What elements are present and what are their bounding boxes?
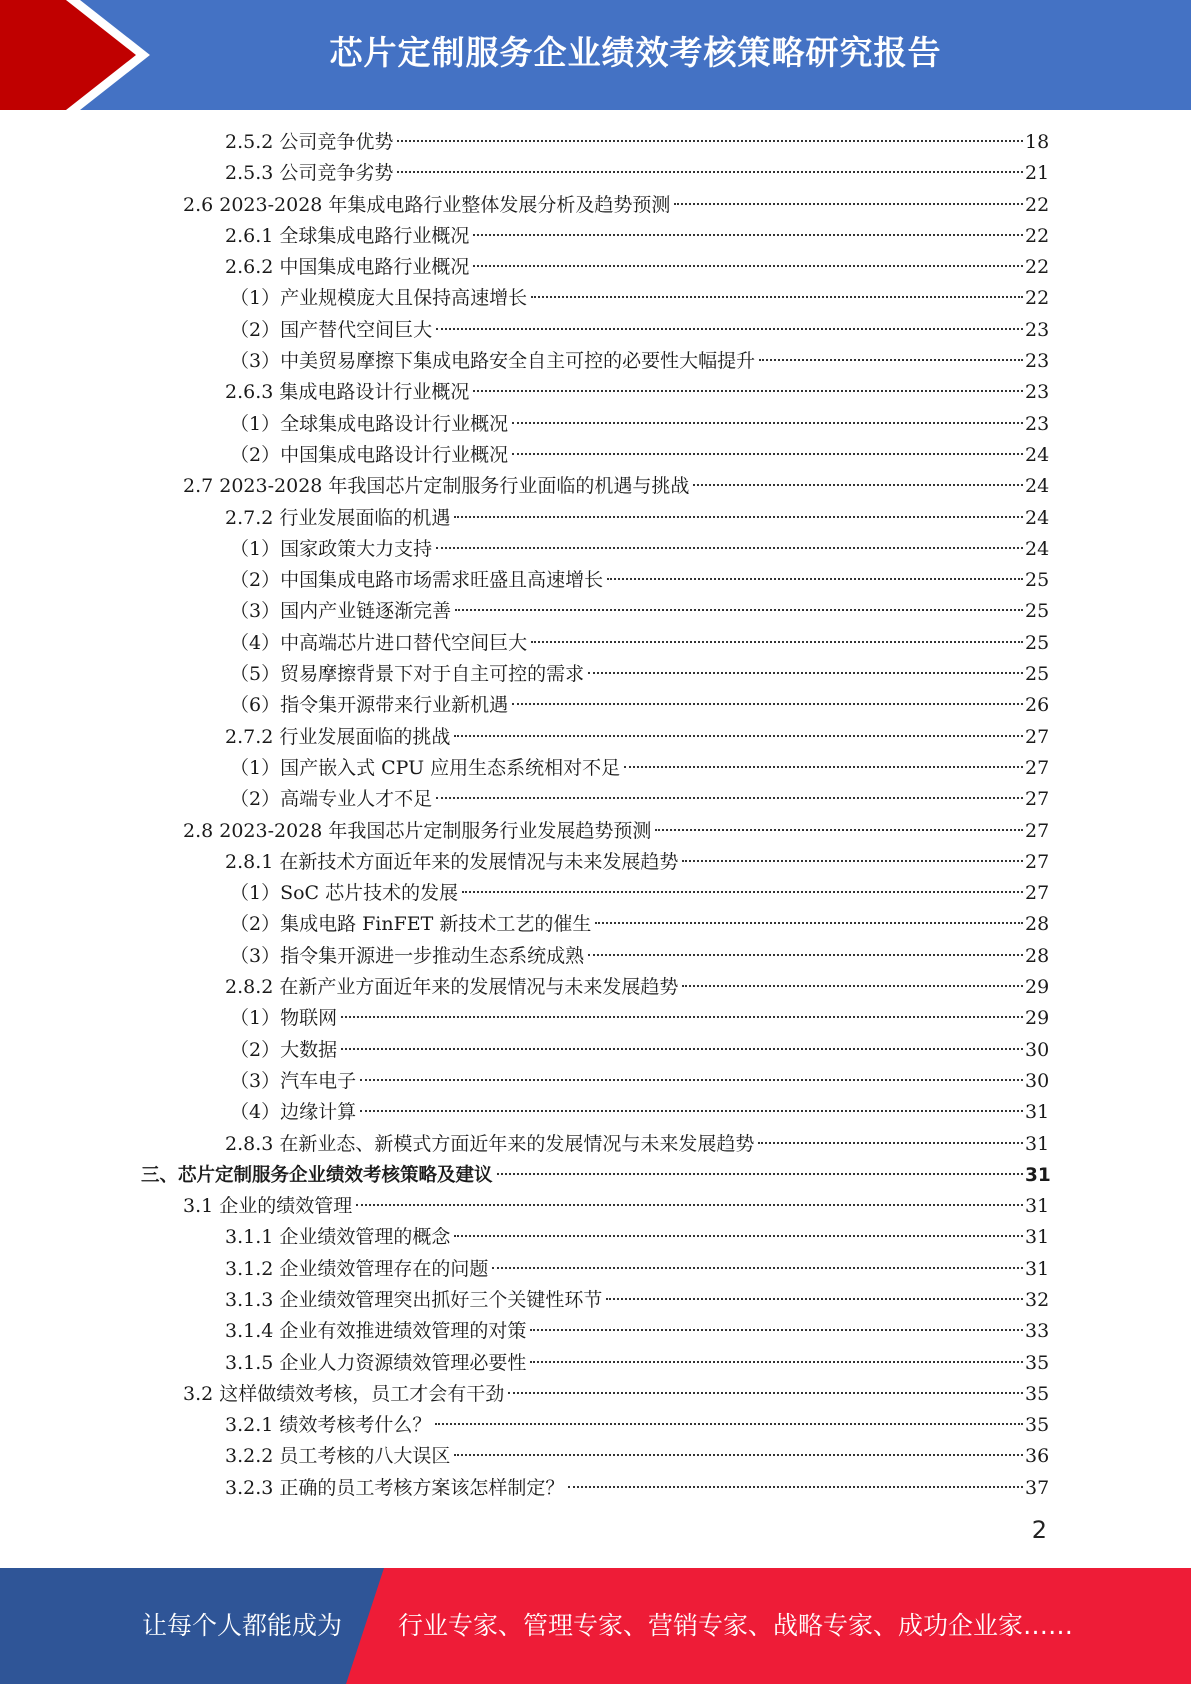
toc-dot-leader [512,703,1023,705]
toc-entry[interactable] [0,503,1191,534]
toc-entry[interactable] [0,1035,1191,1066]
toc-entry[interactable] [0,565,1191,596]
toc-entry-label: （5）贸易摩擦背景下对于自主可控的需求 [230,663,585,686]
toc-entry[interactable] [0,909,1191,940]
toc-entry[interactable] [0,878,1191,909]
toc-entry-page: 24 [1025,506,1050,529]
toc-entry[interactable] [0,221,1191,252]
toc-entry-page: 31 [1025,1226,1050,1249]
toc-entry-label: （4）中高端芯片进口替代空间巨大 [230,631,528,654]
footer-slogan-right: 行业专家、管理专家、营销专家、战略专家、成功企业家…… [398,1611,1074,1640]
toc-dot-leader [512,422,1023,424]
toc-entry-label: 2.7 2023-2028 年我国芯片定制服务行业面临的机遇与挑战 [183,475,690,498]
toc-entry-label: 2.8.3 在新业态、新模式方面近年来的发展情况与未来发展趋势 [225,1132,755,1155]
toc-entry-label: 2.8.1 在新技术方面近年来的发展情况与未来发展趋势 [225,850,679,873]
toc-entry-page: 23 [1025,381,1050,404]
toc-dot-leader [436,797,1023,799]
toc-entry-page: 29 [1025,976,1050,999]
toc-entry-label: （2）集成电路 FinFET 新技术工艺的催生 [230,913,592,936]
toc-entry-page: 26 [1025,694,1050,717]
toc-dot-leader [531,641,1023,643]
toc-entry[interactable] [0,1191,1191,1222]
toc-entry[interactable] [0,190,1191,221]
toc-entry[interactable] [0,1410,1191,1441]
toc-entry-page: 27 [1025,850,1050,873]
toc-entry-label: 2.7.2 行业发展面临的挑战 [225,725,451,748]
toc-entry-page: 23 [1025,412,1050,435]
toc-entry-page: 33 [1025,1320,1050,1343]
toc-entry-page: 31 [1025,1257,1050,1280]
toc-entry-page: 28 [1025,944,1050,967]
toc-dot-leader [607,578,1023,580]
toc-entry[interactable] [0,252,1191,283]
toc-entry-label: （2）高端专业人才不足 [230,788,433,811]
toc-dot-leader [595,922,1023,924]
page-header [0,0,1191,110]
toc-dot-leader [462,891,1023,893]
toc-entry-label: 2.8.2 在新产业方面近年来的发展情况与未来发展趋势 [225,976,679,999]
toc-entry-label: 3.1.5 企业人力资源绩效管理必要性 [225,1351,527,1374]
toc-entry[interactable] [0,346,1191,377]
toc-entry-page: 36 [1025,1445,1050,1468]
toc-entry[interactable] [0,1316,1191,1347]
toc-entry[interactable] [0,784,1191,815]
toc-dot-leader [454,1235,1023,1237]
toc-entry-page: 27 [1025,725,1050,748]
toc-entry-page: 25 [1025,569,1050,592]
toc-dot-leader [624,766,1023,768]
toc-entry-label: （1）国产嵌入式 CPU 应用生态系统相对不足 [230,756,621,779]
toc-entry-page: 22 [1025,193,1050,216]
toc-entry[interactable] [0,596,1191,627]
toc-entry-label: 三、芯片定制服务企业绩效考核策略及建议 [141,1164,493,1186]
toc-entry-label: （1）物联网 [230,1007,338,1030]
toc-entry-page: 31 [1025,1195,1050,1218]
toc-dot-leader [512,453,1023,455]
toc-entry-label: 3.1.1 企业绩效管理的概念 [225,1226,451,1249]
toc-dot-leader [454,735,1023,737]
toc-entry-page: 32 [1025,1288,1050,1311]
toc-entry-page: 37 [1025,1476,1050,1499]
toc-dot-leader [492,1267,1023,1269]
toc-entry-page: 31 [1025,1164,1051,1186]
toc-entry-page: 23 [1025,350,1050,373]
toc-dot-leader [655,829,1023,831]
toc-dot-leader [473,234,1023,236]
page-number: 2 [1031,1516,1047,1544]
toc-dot-leader [588,672,1023,674]
toc-dot-leader [436,547,1023,549]
toc-entry[interactable] [0,377,1191,408]
toc-entry-label: 2.6.3 集成电路设计行业概况 [225,381,470,404]
toc-entry-label: 2.6.1 全球集成电路行业概况 [225,224,470,247]
toc-dot-leader [455,609,1023,611]
toc-entry-label: 2.8 2023-2028 年我国芯片定制服务行业发展趋势预测 [183,819,652,842]
toc-entry-label: （2）中国集成电路设计行业概况 [230,443,509,466]
toc-entry-label: 3.1.4 企业有效推进绩效管理的对策 [225,1320,527,1343]
toc-entry[interactable] [0,1348,1191,1379]
toc-entry-page: 27 [1025,819,1050,842]
toc-entry-label: （2）大数据 [230,1038,338,1061]
toc-entry-page: 30 [1025,1069,1050,1092]
toc-dot-leader [758,1142,1023,1144]
toc-entry[interactable] [0,1066,1191,1097]
toc-entry-label: 3.1 企业的绩效管理 [183,1195,353,1218]
toc-dot-leader [473,265,1023,267]
toc-entry-page: 22 [1025,224,1050,247]
toc-entry[interactable] [0,1222,1191,1253]
toc-entry[interactable] [0,158,1191,189]
toc-dot-leader [530,1361,1023,1363]
toc-entry-label: （1）SoC 芯片技术的发展 [230,882,459,905]
toc-entry-label: （3）汽车电子 [230,1069,357,1092]
toc-entry-page: 35 [1025,1351,1050,1374]
toc-entry[interactable] [0,847,1191,878]
toc-entry-label: （4）边缘计算 [230,1101,357,1124]
toc-entry-label: 2.5.3 公司竞争劣势 [225,162,394,185]
toc-entry-page: 31 [1025,1101,1050,1124]
toc-entry[interactable] [0,972,1191,1003]
toc-entry[interactable] [0,1160,1191,1191]
toc-entry[interactable] [0,534,1191,565]
toc-entry[interactable] [0,409,1191,440]
toc-entry[interactable] [0,1473,1191,1504]
toc-dot-leader [436,328,1023,330]
toc-entry-page: 18 [1025,131,1050,153]
toc-entry-page: 27 [1025,882,1050,905]
toc-entry-page: 27 [1025,788,1050,811]
toc-entry-page: 25 [1025,663,1050,686]
toc-entry[interactable] [0,1254,1191,1285]
toc-dot-leader [588,954,1023,956]
toc-entry[interactable] [0,753,1191,784]
toc-entry[interactable] [0,1097,1191,1128]
toc-entry-page: 25 [1025,631,1050,654]
report-title: 芯片定制服务企业绩效考核策略研究报告 [329,33,942,72]
toc-entry[interactable] [0,659,1191,690]
toc-entry[interactable] [0,1129,1191,1160]
toc-entry-label: 3.2.2 员工考核的八大误区 [225,1445,451,1468]
toc-entry[interactable] [0,690,1191,721]
toc-dot-leader [397,140,1023,142]
header-chevron-decoration [0,0,160,110]
toc-dot-leader [341,1048,1023,1050]
page-footer [0,1568,1191,1684]
toc-dot-leader [531,296,1023,298]
toc-entry-label: （2）国产替代空间巨大 [230,318,433,341]
toc-entry-page: 24 [1025,475,1050,498]
toc-entry[interactable] [0,283,1191,314]
toc-entry-page: 27 [1025,756,1050,779]
toc-entry[interactable] [0,816,1191,847]
toc-dot-leader [435,1423,1023,1425]
toc-entry[interactable] [0,1379,1191,1410]
toc-entry-page: 35 [1025,1414,1050,1437]
toc-entry-label: 3.2.3 正确的员工考核方案该怎样制定？ [225,1476,565,1499]
toc-entry-label: （3）指令集开源进一步推动生态系统成熟 [230,944,585,967]
toc-dot-leader [454,1454,1023,1456]
toc-dot-leader [682,860,1023,862]
toc-entry-page: 25 [1025,600,1050,623]
toc-entry[interactable] [0,315,1191,346]
toc-entry[interactable] [0,1003,1191,1034]
toc-entry-label: 2.7.2 行业发展面临的机遇 [225,506,451,529]
footer-slogan-left: 让每个人都能成为 [142,1611,343,1640]
toc-entry[interactable] [0,722,1191,753]
toc-entry-page: 31 [1025,1132,1050,1155]
toc-entry-page: 24 [1025,537,1050,560]
toc-dot-leader [497,1173,1023,1175]
toc-entry-label: （3）中美贸易摩擦下集成电路安全自主可控的必要性大幅提升 [230,350,756,373]
toc-entry-page: 24 [1025,443,1050,466]
toc-entry-page: 21 [1025,162,1050,185]
toc-entry-label: （1）产业规模庞大且保持高速增长 [230,287,528,310]
toc-entry[interactable] [0,471,1191,502]
toc-dot-leader [454,516,1023,518]
toc-entry-page: 23 [1025,318,1050,341]
toc-dot-leader [606,1298,1023,1300]
toc-dot-leader [682,985,1023,987]
toc-entry-page: 22 [1025,256,1050,279]
toc-dot-leader [473,390,1023,392]
toc-entry[interactable] [0,440,1191,471]
toc-entry-page: 22 [1025,287,1050,310]
toc-entry-page: 30 [1025,1038,1050,1061]
toc-entry-label: 3.2.1 绩效考核考什么？ [225,1414,432,1437]
toc-dot-leader [360,1110,1023,1112]
toc-entry[interactable] [0,1441,1191,1472]
toc-entry[interactable] [0,1285,1191,1316]
toc-dot-leader [508,1392,1023,1394]
toc-entry-label: 2.6 2023-2028 年集成电路行业整体发展分析及趋势预测 [183,193,671,216]
toc-entry-label: 2.6.2 中国集成电路行业概况 [225,256,470,279]
toc-entry-label: 3.2 这样做绩效考核，员工才会有干劲 [183,1382,505,1405]
toc-entry-label: 3.1.3 企业绩效管理突出抓好三个关键性环节 [225,1288,603,1311]
toc-dot-leader [674,203,1023,205]
toc-entry-page: 35 [1025,1382,1050,1405]
toc-entry-label: 2.5.2 公司竞争优势 [225,131,394,153]
toc-entry[interactable] [0,941,1191,972]
toc-dot-leader [759,359,1023,361]
toc-dot-leader [530,1329,1023,1331]
toc-entry-label: 3.1.2 企业绩效管理存在的问题 [225,1257,489,1280]
toc-dot-leader [693,484,1023,486]
toc-entry-label: （3）国内产业链逐渐完善 [230,600,452,623]
toc-dot-leader [356,1204,1023,1206]
toc-entry[interactable] [0,628,1191,659]
toc-dot-leader [568,1486,1023,1488]
table-of-contents [0,127,1191,1504]
toc-entry-label: （2）中国集成电路市场需求旺盛且高速增长 [230,569,604,592]
toc-entry-label: （1）国家政策大力支持 [230,537,433,560]
toc-dot-leader [397,171,1023,173]
toc-entry-page: 28 [1025,913,1050,936]
toc-dot-leader [360,1079,1023,1081]
header-red-chevron [0,0,150,110]
toc-entry[interactable] [0,127,1191,158]
toc-dot-leader [341,1016,1023,1018]
toc-entry-label: （1）全球集成电路设计行业概况 [230,412,509,435]
toc-entry-label: （6）指令集开源带来行业新机遇 [230,694,509,717]
toc-entry-page: 29 [1025,1007,1050,1030]
